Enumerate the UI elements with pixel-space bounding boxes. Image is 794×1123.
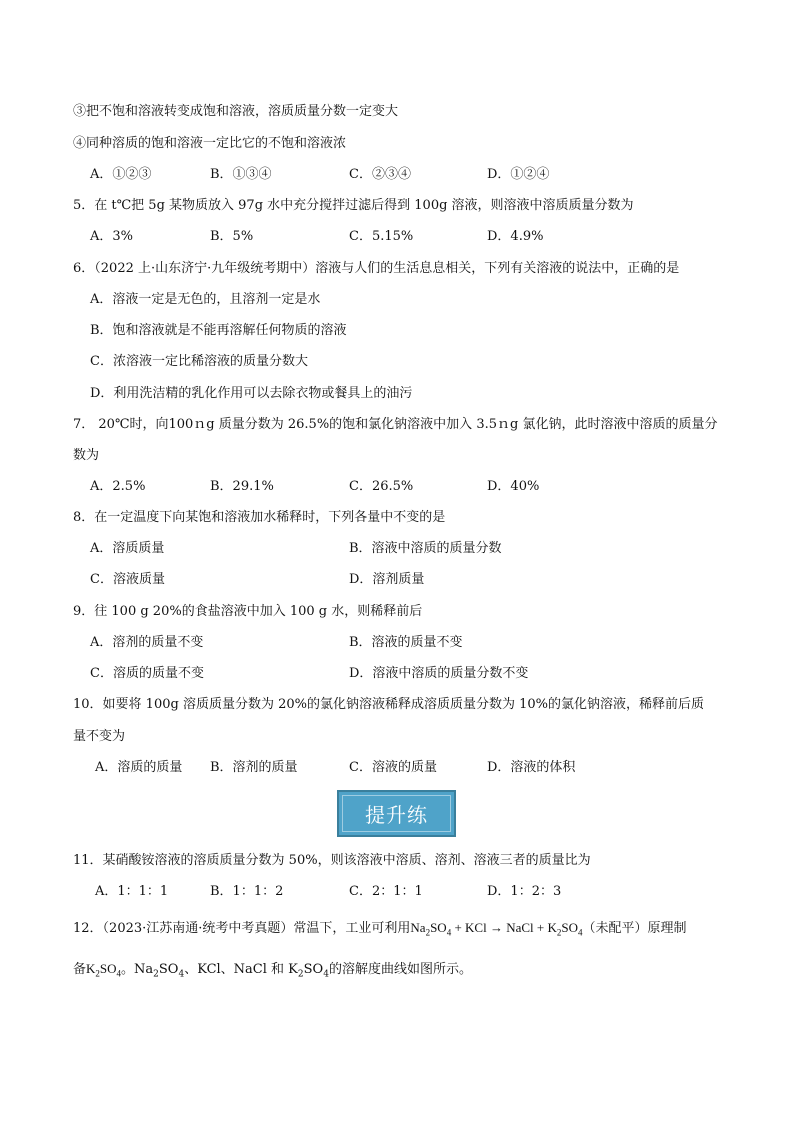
q12-equation (410, 920, 583, 938)
eq-sub: 4 (323, 969, 329, 980)
q11-stem: 11．某硝酸铵溶液的溶质质量分数为 50%，则该溶液中溶质、溶剂、溶液三者的质量比为 (73, 853, 591, 868)
q9-stem: 9．往 100 g 20%的食盐溶液中加入 100 g 水，则稀释前后 (73, 604, 423, 619)
eq-sub: 4 (578, 927, 583, 938)
q12-stem-suffix: （未配平）原理制 (582, 921, 687, 936)
eq-so: SO (158, 962, 179, 977)
q6-option-c[interactable]: C．浓溶液一定比稀溶液的质量分数大 (90, 354, 308, 369)
q8-stem: 8．在一定温度下向某饱和溶液加水稀释时，下列各量中不变的是 (73, 510, 446, 525)
statement-4: ④同种溶质的饱和溶液一定比它的不饱和溶液浓 (73, 136, 347, 151)
q11-option-c[interactable]: C．2：1：1 (349, 884, 423, 899)
q7-option-b[interactable]: B．29.1% (210, 479, 274, 494)
eq-na: Na (410, 920, 426, 935)
q12-line2-kcl: 、KCl、NaCl 和 K (184, 962, 298, 977)
q8-option-b[interactable]: B．溶液中溶质的质量分数 (349, 541, 502, 556)
eq-sub: 2 (556, 927, 562, 938)
banner-frame (342, 795, 451, 832)
q8-option-a[interactable]: A．溶质质量 (90, 541, 165, 556)
q8-option-c[interactable]: C．溶液质量 (90, 572, 165, 587)
section-banner-label: 提升练 (365, 803, 428, 827)
q10-options (0, 759, 794, 777)
q7-options (0, 478, 794, 496)
q12-line2-mid: 。Na (121, 962, 154, 977)
eq-so: SO (303, 962, 324, 977)
eq-sub: 2 (153, 969, 159, 980)
q12-line2-suffix: 的溶解度曲线如图所示。 (328, 962, 472, 977)
eq-sub: 2 (95, 968, 100, 979)
q6-option-d[interactable]: D．利用洗洁精的乳化作用可以去除衣物或餐具上的油污 (90, 386, 413, 401)
eq-middle: + KCl → NaCl + K (451, 920, 557, 935)
q10-option-d[interactable]: D．溶液的体积 (487, 760, 576, 775)
q4-option-b[interactable]: B．①③④ (210, 167, 272, 182)
q12-stem-line1 (73, 919, 687, 938)
q9-options-row1 (0, 634, 794, 652)
eq-sub: 4 (446, 927, 452, 938)
q6-option-a[interactable]: A．溶液一定是无色的，且溶剂一定是水 (90, 292, 321, 307)
eq-sub: 4 (178, 969, 185, 980)
eq-sub: 2 (425, 927, 431, 938)
q9-option-d[interactable]: D．溶液中溶质的质量分数不变 (349, 666, 529, 681)
q7-stem-line2: 数为 (73, 448, 100, 463)
q6-stem: 6．（2022 上·山东济宁·九年级统考期中）溶液与人们的生活息息相关，下列有关溶液的说法中，正确的是 (73, 261, 680, 276)
eq-sub: 4 (116, 968, 122, 979)
q12-line2-prefix: 备 (73, 962, 87, 977)
q5-option-c[interactable]: C．5.15% (349, 229, 414, 244)
q7-option-c[interactable]: C．26.5% (349, 479, 414, 494)
q10-stem-line2: 量不变为 (73, 729, 126, 744)
q11-options (0, 883, 794, 901)
q4-options (0, 166, 794, 184)
q10-stem-line1: 10．如要将 100g 溶质质量分数为 20%的氯化钠溶液稀释成溶质质量分数为 10%的氯化钠溶液，稀释前后质 (73, 697, 704, 712)
q8-option-d[interactable]: D．溶剂质量 (349, 572, 425, 587)
section-banner (337, 790, 456, 837)
q7-stem-line1: 7． 20℃时，向100ｎg 质量分数为 26.5%的饱和氯化钠溶液中加入 3.5ｎg 氯化钠，此时溶液中溶质的质量分 (73, 417, 718, 432)
q5-options (0, 228, 794, 246)
q5-stem: 5．在 t℃把 5g 某物质放入 97g 水中充分搅拌过滤后得到 100g 溶液，则溶液中溶质质量分数为 (73, 198, 634, 213)
q6-option-b[interactable]: B．饱和溶液就是不能再溶解任何物质的溶液 (90, 323, 347, 338)
q5-option-a[interactable]: A．3% (90, 229, 134, 244)
eq-so: SO (430, 920, 447, 935)
q4-option-a[interactable]: A．①②③ (90, 167, 152, 182)
q5-option-b[interactable]: B．5% (210, 229, 254, 244)
q9-option-b[interactable]: B．溶液的质量不变 (349, 635, 463, 650)
statement-3: ③把不饱和溶液转变成饱和溶液，溶质质量分数一定变大 (73, 104, 399, 119)
q5-option-d[interactable]: D．4.9% (487, 229, 544, 244)
q4-option-c[interactable]: C．②③④ (349, 167, 411, 182)
q9-option-c[interactable]: C．溶质的质量不变 (90, 666, 204, 681)
q12-k2so4: $K_2SO_4$ (86, 961, 122, 979)
q8-options-row2 (0, 571, 794, 589)
q10-option-a[interactable]: A．溶质的质量 (95, 760, 183, 775)
q8-options-row1 (0, 540, 794, 558)
q9-options-row2 (0, 665, 794, 683)
eq-so: SO (561, 920, 578, 935)
eq-sub: 2 (297, 969, 304, 980)
q12-stem-prefix: 12．（2023·江苏南通·统考中考真题）常温下，工业可利用 (73, 921, 411, 936)
q7-option-a[interactable]: A．2.5% (90, 479, 146, 494)
q9-option-a[interactable]: A．溶剂的质量不变 (90, 635, 204, 650)
q11-option-d[interactable]: D．1：2：3 (487, 884, 562, 899)
q11-option-b[interactable]: B．1：1：2 (210, 884, 284, 899)
q10-option-c[interactable]: C．溶液的质量 (349, 760, 437, 775)
eq-so: SO (99, 961, 117, 976)
q4-option-d[interactable]: D．①②④ (487, 167, 550, 182)
q12-stem-line2 (73, 960, 472, 979)
q10-option-b[interactable]: B．溶剂的质量 (210, 760, 298, 775)
q7-option-d[interactable]: D．40% (487, 479, 540, 494)
q11-option-a[interactable]: A．1：1：1 (95, 884, 169, 899)
